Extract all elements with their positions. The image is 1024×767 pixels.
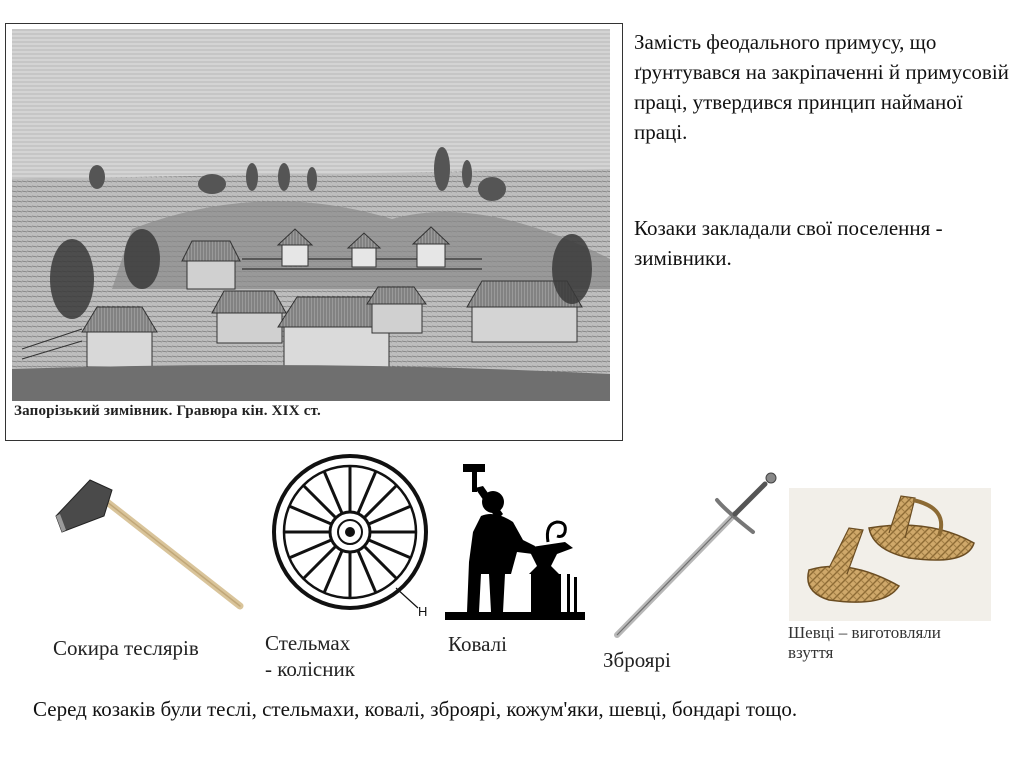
shoemakers-label-line2: взуття	[788, 643, 834, 662]
wheel-letter: Н	[418, 604, 428, 619]
wheelwright-label-line2: - колісник	[265, 657, 355, 681]
axe-icon	[52, 476, 247, 616]
zaporizhian-winter-camp-engraving	[12, 29, 610, 401]
crafts-summary-text: Серед козаків були теслі, стельмахи, ковалі, зброярі, кожум'яки, шевці, бондарі тощо.	[33, 697, 798, 721]
bast-shoes-icon	[789, 488, 991, 621]
wheelwright-label-line1: Стельмах	[265, 631, 351, 655]
paragraph-hired-labor: Замість феодального примусу, що ґрунтувався на закріпаченні й примусовій праці, утвердився принцип найманої праці.	[634, 30, 1009, 144]
blacksmith-icon	[445, 462, 590, 627]
wheel-icon	[268, 448, 436, 620]
shoemakers-label-line1: Шевці – виготовляли	[788, 623, 941, 642]
engraving-caption: Запорізький зимівник. Гравюра кін. XIX ст.	[14, 403, 321, 419]
sword-icon	[605, 470, 785, 645]
blacksmiths-label: Ковалі	[448, 632, 507, 656]
paragraph-settlements: Козаки закладали свої поселення - зимівники.	[634, 216, 943, 270]
shoemakers-label	[788, 623, 941, 663]
armorers-label: Зброярі	[603, 648, 671, 672]
wheelwright-label	[265, 630, 355, 682]
axe-label: Сокира теслярів	[53, 636, 199, 660]
